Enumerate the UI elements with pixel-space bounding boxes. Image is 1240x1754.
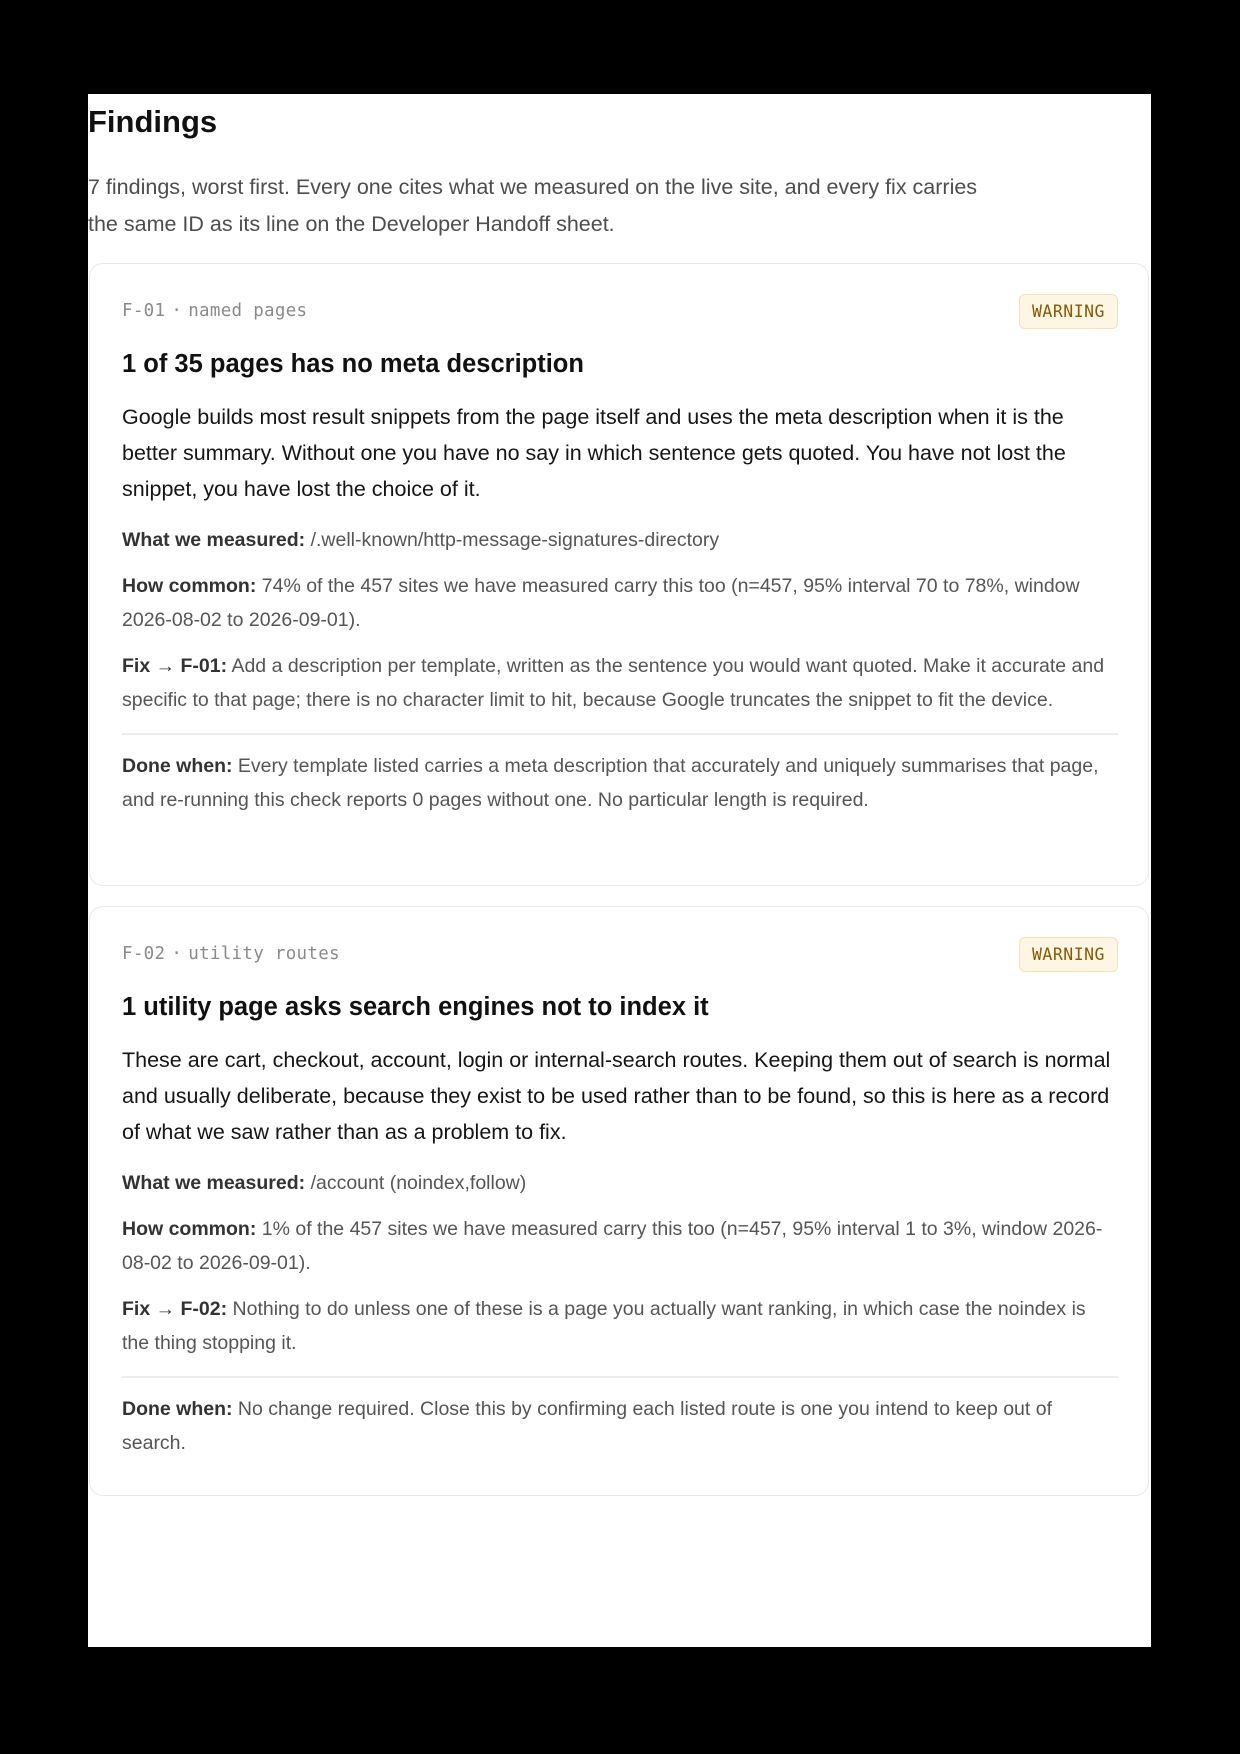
finding-scope: utility routes	[188, 944, 340, 964]
fix-value: Nothing to do unless one of these is a page you actually want ranking, in which case the noindex is the thing stopping it.	[122, 1298, 1086, 1354]
measured-label: What we measured:	[122, 529, 306, 551]
divider	[122, 733, 1118, 735]
fix-row	[122, 649, 1118, 717]
done-value: No change required. Close this by confirming each listed route is one you intend to keep out of search.	[122, 1398, 1052, 1454]
severity-badge: WARNING	[1019, 937, 1118, 972]
common-label: How common:	[122, 1218, 257, 1240]
measured-value: /account (noindex,follow)	[310, 1172, 527, 1194]
finding-reference: F-01 · named pages	[122, 301, 308, 321]
finding-reference: F-02 · utility routes	[122, 944, 340, 964]
finding-body: These are cart, checkout, account, login or internal-search routes. Keeping them out of search is normal and usually deliberate, because they exist to be used rather than to be found, so this is here as a record of what we saw rather than as a problem to fix.	[122, 1048, 1111, 1144]
fix-label: Fix → F-01:	[122, 655, 228, 677]
measured-value: /.well-known/http-message-signatures-directory	[310, 529, 720, 551]
finding-id: F-01	[122, 301, 166, 321]
finding-card-f02	[89, 906, 1149, 1496]
measured-row	[122, 523, 1118, 557]
common-label: How common:	[122, 575, 257, 597]
done-row	[122, 1392, 1118, 1460]
fix-label: Fix → F-02:	[122, 1298, 228, 1320]
done-label: Done when:	[122, 755, 233, 777]
done-row	[122, 749, 1118, 817]
common-value: 74% of the 457 sites we have measured carry this too (n=457, 95% interval 70 to 78%, window 2026-08-02 to 2026-09-01).	[122, 575, 1080, 631]
intro-text: 7 findings, worst first. Every one cites what we measured on the live site, and every fix carries the same ID as its line on the Developer Handoff sheet.	[88, 175, 978, 236]
done-label: Done when:	[122, 1398, 233, 1420]
finding-title: 1 utility page asks search engines not to index it	[122, 993, 709, 1021]
common-row	[122, 569, 1118, 637]
measured-label: What we measured:	[122, 1172, 306, 1194]
finding-card-f01	[89, 263, 1149, 886]
page-title: Findings	[88, 104, 218, 139]
common-value: 1% of the 457 sites we have measured carry this too (n=457, 95% interval 1 to 3%, window 2026-08-02 to 2026-09-01).	[122, 1218, 1103, 1274]
finding-title: 1 of 35 pages has no meta description	[122, 350, 584, 378]
fix-value: Add a description per template, written as the sentence you would want quoted. Make it accurate and specific to that page; there is no character limit to hit, because Google truncates the snippet to fit the device.	[122, 655, 1105, 711]
finding-body: Google builds most result snippets from the page itself and uses the meta description when it is the better summary. Without one you have no say in which sentence gets quoted. You have not lost the snippet, you have lost the choice of it.	[122, 405, 1066, 501]
divider	[122, 1376, 1118, 1378]
findings-page	[88, 94, 1151, 1647]
measured-row	[122, 1166, 1118, 1200]
fix-row	[122, 1292, 1118, 1360]
severity-badge: WARNING	[1019, 294, 1118, 329]
finding-id: F-02	[122, 944, 166, 964]
finding-scope: named pages	[188, 301, 308, 321]
done-value: Every template listed carries a meta description that accurately and uniquely summarises that page, and re-running this check reports 0 pages without one. No particular length is required.	[122, 755, 1099, 811]
common-row	[122, 1212, 1118, 1280]
